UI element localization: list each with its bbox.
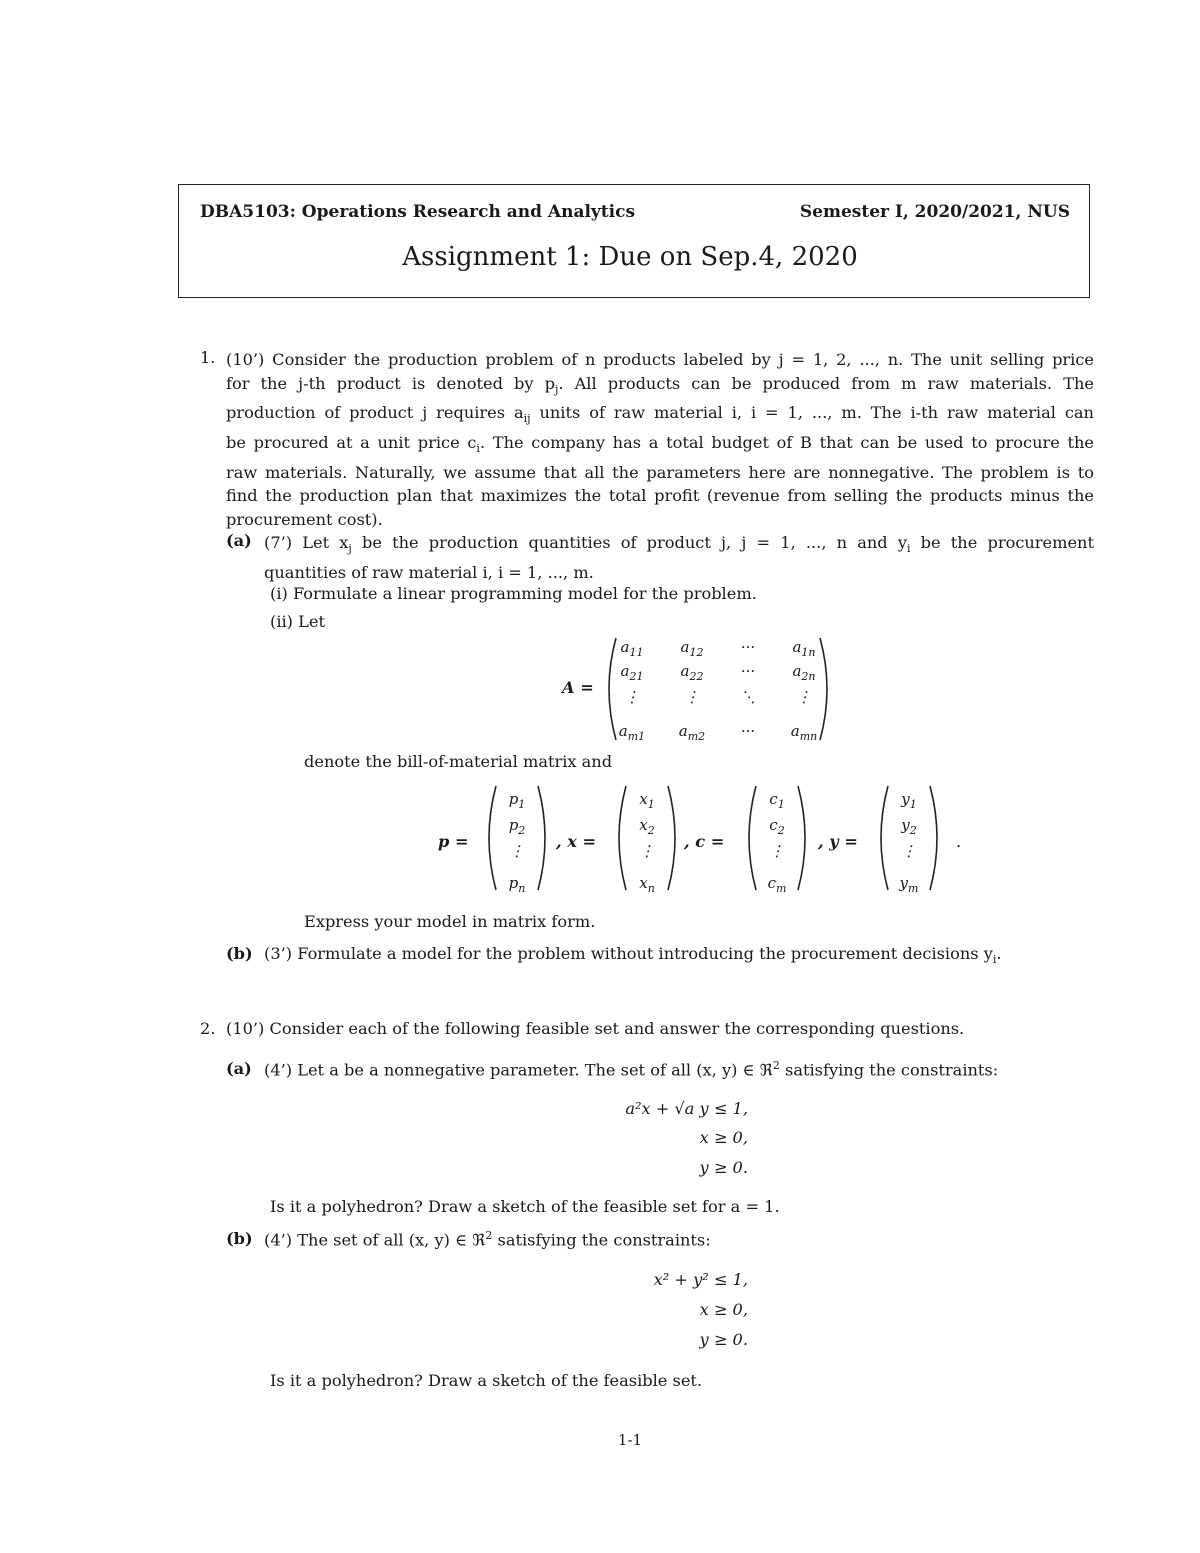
matrix-a-cell: ⋱ (740, 688, 756, 706)
vector-cell: $c_2$ (769, 816, 785, 837)
semester-label: Semester I, 2020/2021, NUS (799, 202, 1070, 222)
vector-label: , x = (556, 832, 597, 851)
vector-cell: $p_1$ (508, 790, 526, 811)
q2-number: 2. (200, 1019, 216, 1038)
q1a-label: (a) (226, 531, 252, 550)
matrix-a-cell: $a_{1n}$ (792, 638, 816, 659)
q2a-label: (a) (226, 1059, 252, 1078)
q1a-ii: (ii) Let (270, 612, 325, 631)
vector-cell: ⋮ (509, 842, 525, 860)
q2-intro: (10’) Consider each of the following feasible set and answer the corresponding questions. (226, 1019, 965, 1038)
matrix-a-cell: $a_{12}$ (680, 638, 704, 659)
q2b-question: Is it a polyhedron? Draw a sketch of the feasible set. (270, 1371, 703, 1390)
matrix-a-cell: ··· (740, 662, 756, 680)
matrix-a-cell: ··· (740, 638, 756, 656)
q1a-body: (7’) Let $x_j$ be the production quantities of product j, j = 1, ..., n and $y_i$ be the procurement quantities of raw material i, i = 1, ..., m. (264, 533, 1094, 582)
vector-cell: $y_m$ (899, 874, 919, 895)
q1-line: raw materials. Naturally, we assume that all the parameters here are nonnegative. The problem is to (226, 462, 1094, 482)
course-title: DBA5103: Operations Research and Analytics (200, 202, 636, 222)
q2a-constraint: a²x + √a y ≤ 1, (625, 1099, 748, 1118)
matrix-a-cell: $a_{m2}$ (678, 722, 706, 743)
q2b-text: (4’) The set of all (x, y) ∈ ℜ$^2$ satisfying the constraints: (264, 1229, 711, 1250)
matrix-a-cell: ··· (740, 722, 756, 740)
matrix-a-cell: $a_{21}$ (620, 662, 644, 683)
vector-cell: $x_1$ (639, 790, 655, 811)
vector-cell: ⋮ (901, 842, 917, 860)
bom-text: denote the bill-of-material matrix and (304, 752, 613, 771)
matrix-a-cell: $a_{2n}$ (792, 662, 816, 683)
q2b-label: (b) (226, 1229, 253, 1248)
vector-label: p = (438, 832, 469, 851)
vector-cell: $y_2$ (901, 816, 917, 837)
vectors-end: . (956, 832, 962, 851)
q2b-constraint: y ≥ 0. (699, 1330, 748, 1349)
q1a-i: (i) Formulate a linear programming model for the problem. (270, 584, 757, 603)
assignment-title: Assignment 1: Due on Sep.4, 2020 (402, 242, 858, 272)
matrix-a-cell: ⋮ (796, 688, 812, 706)
q1-line: production of product j requires $a_{ij}$ units of raw material i, i = 1, ..., m. The i-th raw material can (226, 403, 1094, 426)
vector-cell: $c_1$ (769, 790, 785, 811)
matrix-a-cell: ⋮ (684, 688, 700, 706)
q1-number: 1. (200, 348, 216, 367)
page-number: 1-1 (617, 1431, 643, 1449)
vector-cell: $c_m$ (767, 874, 787, 895)
matrix-a-label: A = (562, 678, 594, 697)
vector-cell: $y_1$ (901, 790, 917, 811)
q1b-label: (b) (226, 944, 253, 963)
q1-body (226, 348, 1094, 531)
q1-line: procurement cost). (226, 509, 383, 529)
matrix-a-cell: $a_{22}$ (680, 662, 704, 683)
q1-line: for the j-th product is denoted by $p_j$. All products can be produced from m raw materials. The (226, 373, 1094, 396)
q2a-constraint: y ≥ 0. (699, 1158, 748, 1177)
vector-cell: $p_2$ (508, 816, 526, 837)
matrix-a-cell: ⋮ (624, 688, 640, 706)
matrix-a-cell: $a_{11}$ (620, 638, 644, 659)
q2b-constraint: x ≥ 0, (699, 1300, 748, 1319)
vector-cell: $x_2$ (639, 816, 655, 837)
q1b-text: (3’) Formulate a model for the problem without introducing the procurement decisions $y_i$. (264, 944, 1002, 967)
q1-line: be procured at a unit price $c_i$. The company has a total budget of B that can be used to procure the (226, 432, 1095, 456)
q2a-question: Is it a polyhedron? Draw a sketch of the feasible set for a = 1. (270, 1197, 780, 1216)
q1-line: (10’) Consider the production problem of n products labeled by j = 1, 2, ..., n. The unit selling price (226, 350, 1094, 369)
vector-cell: ⋮ (769, 842, 785, 860)
vector-label: , c = (684, 832, 725, 851)
express-text: Express your model in matrix form. (304, 912, 596, 931)
q2a-text: (4’) Let a be a nonnegative parameter. The set of all (x, y) ∈ ℜ$^2$ satisfying the constraints: (264, 1059, 999, 1080)
vector-cell: $x_n$ (639, 874, 655, 895)
q1-line: find the production plan that maximizes the total profit (revenue from selling the products minus the (226, 486, 1094, 506)
vector-cell: ⋮ (639, 842, 655, 860)
matrix-a-cell: $a_{mn}$ (790, 722, 818, 743)
q2a-constraint: x ≥ 0, (699, 1128, 748, 1147)
vector-cell: $p_n$ (508, 874, 526, 895)
vector-label: , y = (818, 832, 858, 851)
q2b-constraint: x² + y² ≤ 1, (653, 1270, 748, 1289)
matrix-a-cell: $a_{m1}$ (618, 722, 646, 743)
